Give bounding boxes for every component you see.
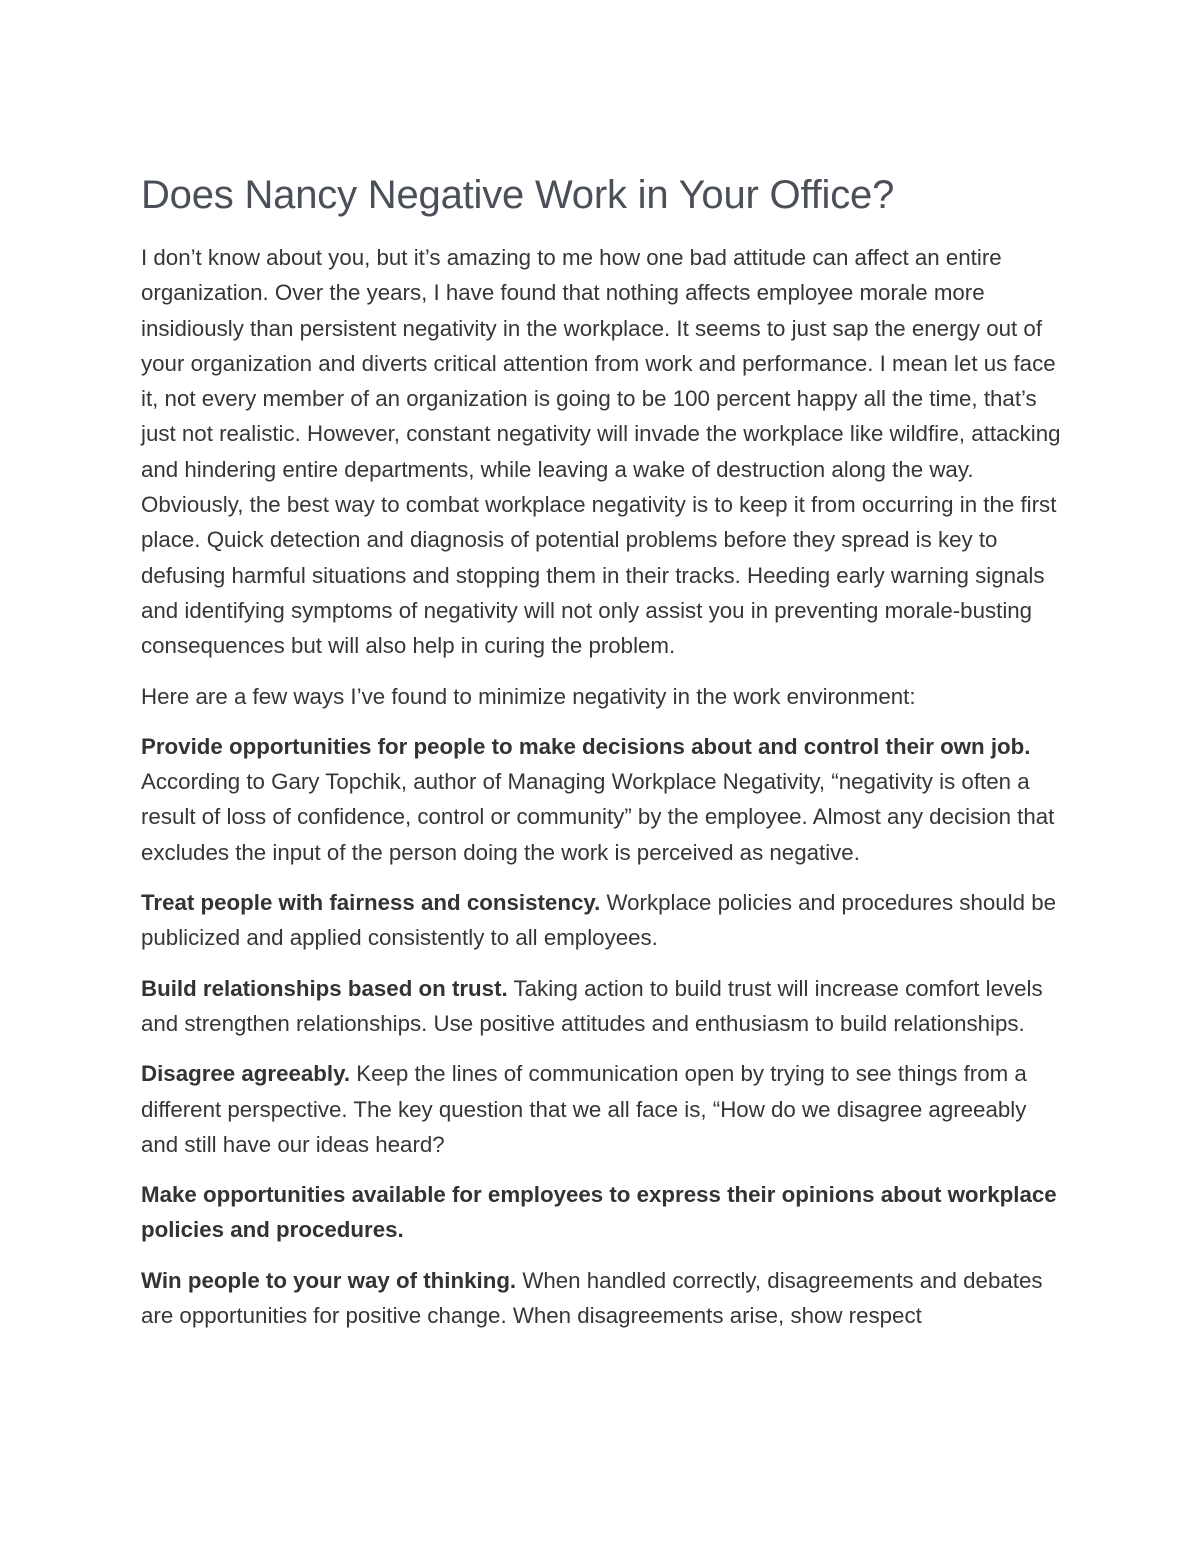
- article-title: Does Nancy Negative Work in Your Office?: [141, 173, 895, 217]
- intro-paragraph-2: Obviously, the best way to combat workplace negativity is to keep it from occurring in the first place. Quick detection and diagnosis of potential problems before they spread is key to defusing harmful situations and stopping them in their tracks. Heeding early warning signals and identifying symptoms of negativity will not only assist you in preventing morale-busting consequences but will also help in curing the problem.: [141, 492, 1057, 659]
- tip-heading: Make opportunities available for employees to express their opinions about workplace policies and procedures.: [141, 1182, 1057, 1243]
- tip-heading: Treat people with fairness and consistency.: [141, 890, 601, 916]
- tip-paragraph: [141, 885, 1061, 956]
- tip-paragraph: [141, 971, 1061, 1042]
- tip-body: When handled correctly, disagreements and debates are opportunities for positive change. When disagreements arise, show respect: [141, 1267, 1043, 1329]
- lead-in-paragraph: Here are a few ways I’ve found to minimize negativity in the work environment:: [141, 683, 916, 709]
- intro-paragraph-1: I don’t know about you, but it’s amazing to me how one bad attitude can affect an entire organization. Over the years, I have found that nothing affects employee morale more insidiously than persistent negativity in the workplace. It seems to just sap the energy out of your organization and diverts critical attention from work and performance. I mean let us face it, not every member of an organization is going to be 100 percent happy all the time, that’s just not realistic. However, constant negativity will invade the workplace like wildfire, attacking and hindering entire departments, while leaving a wake of destruction along the way.: [141, 245, 1061, 482]
- tip-paragraph: [141, 1056, 1061, 1162]
- tip-heading: Disagree agreeably.: [141, 1061, 351, 1087]
- tip-paragraph: [141, 729, 1061, 870]
- tip-body: According to Gary Topchik, author of Managing Workplace Negativity, “negativity is often a result of loss of confidence, control or community” by the employee. Almost any decision that excludes the input of the person doing the work is perceived as negative.: [141, 769, 1055, 865]
- tip-body: Workplace policies and procedures should be publicized and applied consistently to all employees.: [141, 890, 1057, 951]
- tip-heading: Build relationships based on trust.: [141, 975, 508, 1001]
- tip-body: Keep the lines of communication open by trying to see things from a different perspective. The key question that we all face is, “How do we disagree agreeably and still have our ideas heard?: [141, 1061, 1027, 1157]
- tip-heading: Win people to your way of thinking.: [141, 1267, 517, 1293]
- tip-body: Taking action to build trust will increase comfort levels and strengthen relationships. Use positive attitudes and enthusiasm to build relationships.: [141, 975, 1043, 1036]
- tip-heading: Provide opportunities for people to make decisions about and control their own job.: [141, 733, 1031, 759]
- tip-paragraph: [141, 1177, 1061, 1248]
- article-body: [141, 168, 1061, 1333]
- tip-paragraph: [141, 1263, 1061, 1334]
